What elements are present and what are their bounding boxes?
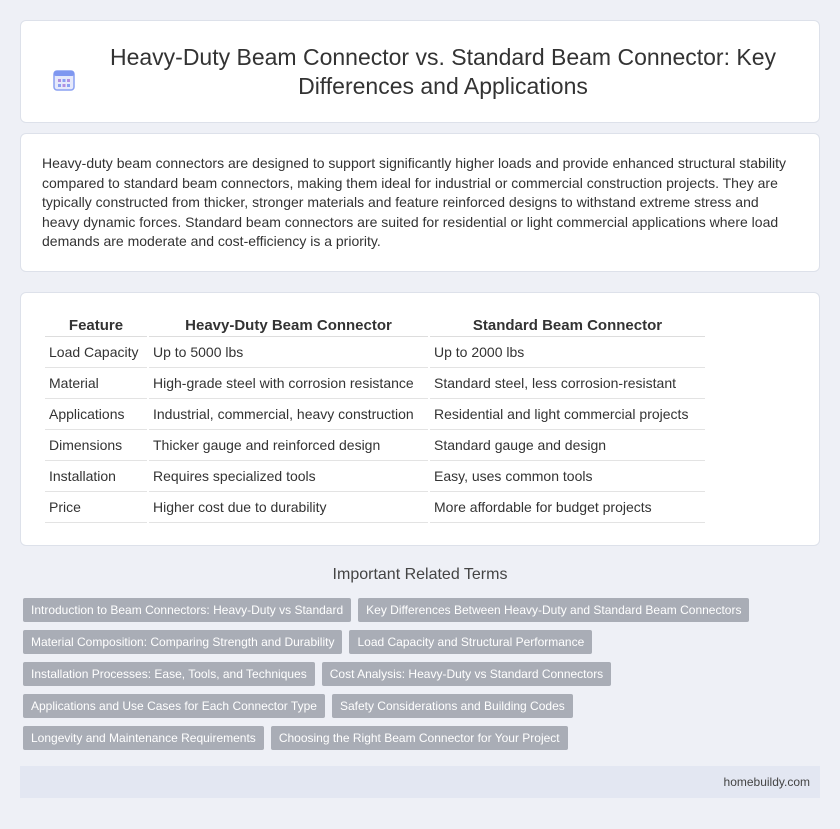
table-row	[45, 368, 705, 399]
table-row	[45, 461, 705, 492]
table-cell: Easy, uses common tools	[429, 461, 705, 492]
table-cell: Standard steel, less corrosion-resistant	[429, 368, 705, 399]
related-term-tag[interactable]: Choosing the Right Beam Connector for Your Project	[271, 726, 568, 750]
related-term-tag[interactable]: Material Composition: Comparing Strength and Durability	[23, 630, 342, 654]
related-term-tag[interactable]: Safety Considerations and Building Codes	[332, 694, 573, 718]
related-term-tag[interactable]: Introduction to Beam Connectors: Heavy-Duty vs Standard	[23, 598, 351, 622]
header-card	[20, 20, 820, 123]
footer-site[interactable]: homebuildy.com	[723, 775, 810, 789]
related-term-tag[interactable]: Key Differences Between Heavy-Duty and Standard Beam Connectors	[358, 598, 749, 622]
table-header: Feature	[45, 313, 148, 337]
table-row	[45, 337, 705, 368]
table-cell: Higher cost due to durability	[148, 492, 429, 523]
table-cell: Up to 2000 lbs	[429, 337, 705, 368]
table-cell: Industrial, commercial, heavy construction	[148, 399, 429, 430]
intro-card	[20, 133, 820, 272]
related-terms-list	[23, 598, 823, 758]
table-cell: Standard gauge and design	[429, 430, 705, 461]
table-cell: More affordable for budget projects	[429, 492, 705, 523]
related-term-tag[interactable]: Cost Analysis: Heavy-Duty vs Standard Connectors	[322, 662, 611, 686]
table-cell: Up to 5000 lbs	[148, 337, 429, 368]
table-header: Heavy-Duty Beam Connector	[148, 313, 429, 337]
table-cell: Thicker gauge and reinforced design	[148, 430, 429, 461]
related-term-tag[interactable]: Installation Processes: Ease, Tools, and Techniques	[23, 662, 315, 686]
table-row	[45, 430, 705, 461]
table-header-row	[45, 313, 705, 337]
footer	[20, 766, 820, 798]
calendar-icon	[52, 68, 76, 92]
table-cell: Dimensions	[45, 430, 148, 461]
table-cell: Material	[45, 368, 148, 399]
comparison-card	[20, 292, 820, 546]
table-cell: High-grade steel with corrosion resistance	[148, 368, 429, 399]
comparison-table	[45, 313, 705, 523]
intro-text: Heavy-duty beam connectors are designed to support significantly higher loads and provide enhanced structural stability compared to standard beam connectors, making them ideal for industrial or commercial construction projects. They are typically constructed from thicker, stronger materials and feature reinforced designs to withstand extreme stress and heavy dynamic forces. Standard beam connectors are suited for residential or light commercial applications where load demands are moderate and cost-efficiency is a priority.	[42, 155, 786, 250]
table-row	[45, 492, 705, 523]
table-cell: Requires specialized tools	[148, 461, 429, 492]
table-cell: Installation	[45, 461, 148, 492]
related-term-tag[interactable]: Longevity and Maintenance Requirements	[23, 726, 264, 750]
table-cell: Applications	[45, 399, 148, 430]
table-header: Standard Beam Connector	[429, 313, 705, 337]
related-term-tag[interactable]: Applications and Use Cases for Each Connector Type	[23, 694, 325, 718]
table-cell: Price	[45, 492, 148, 523]
page-title: Heavy-Duty Beam Connector vs. Standard Beam Connector: Key Differences and Applications	[109, 43, 777, 99]
table-row	[45, 399, 705, 430]
related-term-tag[interactable]: Load Capacity and Structural Performance	[349, 630, 592, 654]
table-cell: Residential and light commercial projects	[429, 399, 705, 430]
related-terms-title: Important Related Terms	[332, 566, 508, 583]
table-cell: Load Capacity	[45, 337, 148, 368]
